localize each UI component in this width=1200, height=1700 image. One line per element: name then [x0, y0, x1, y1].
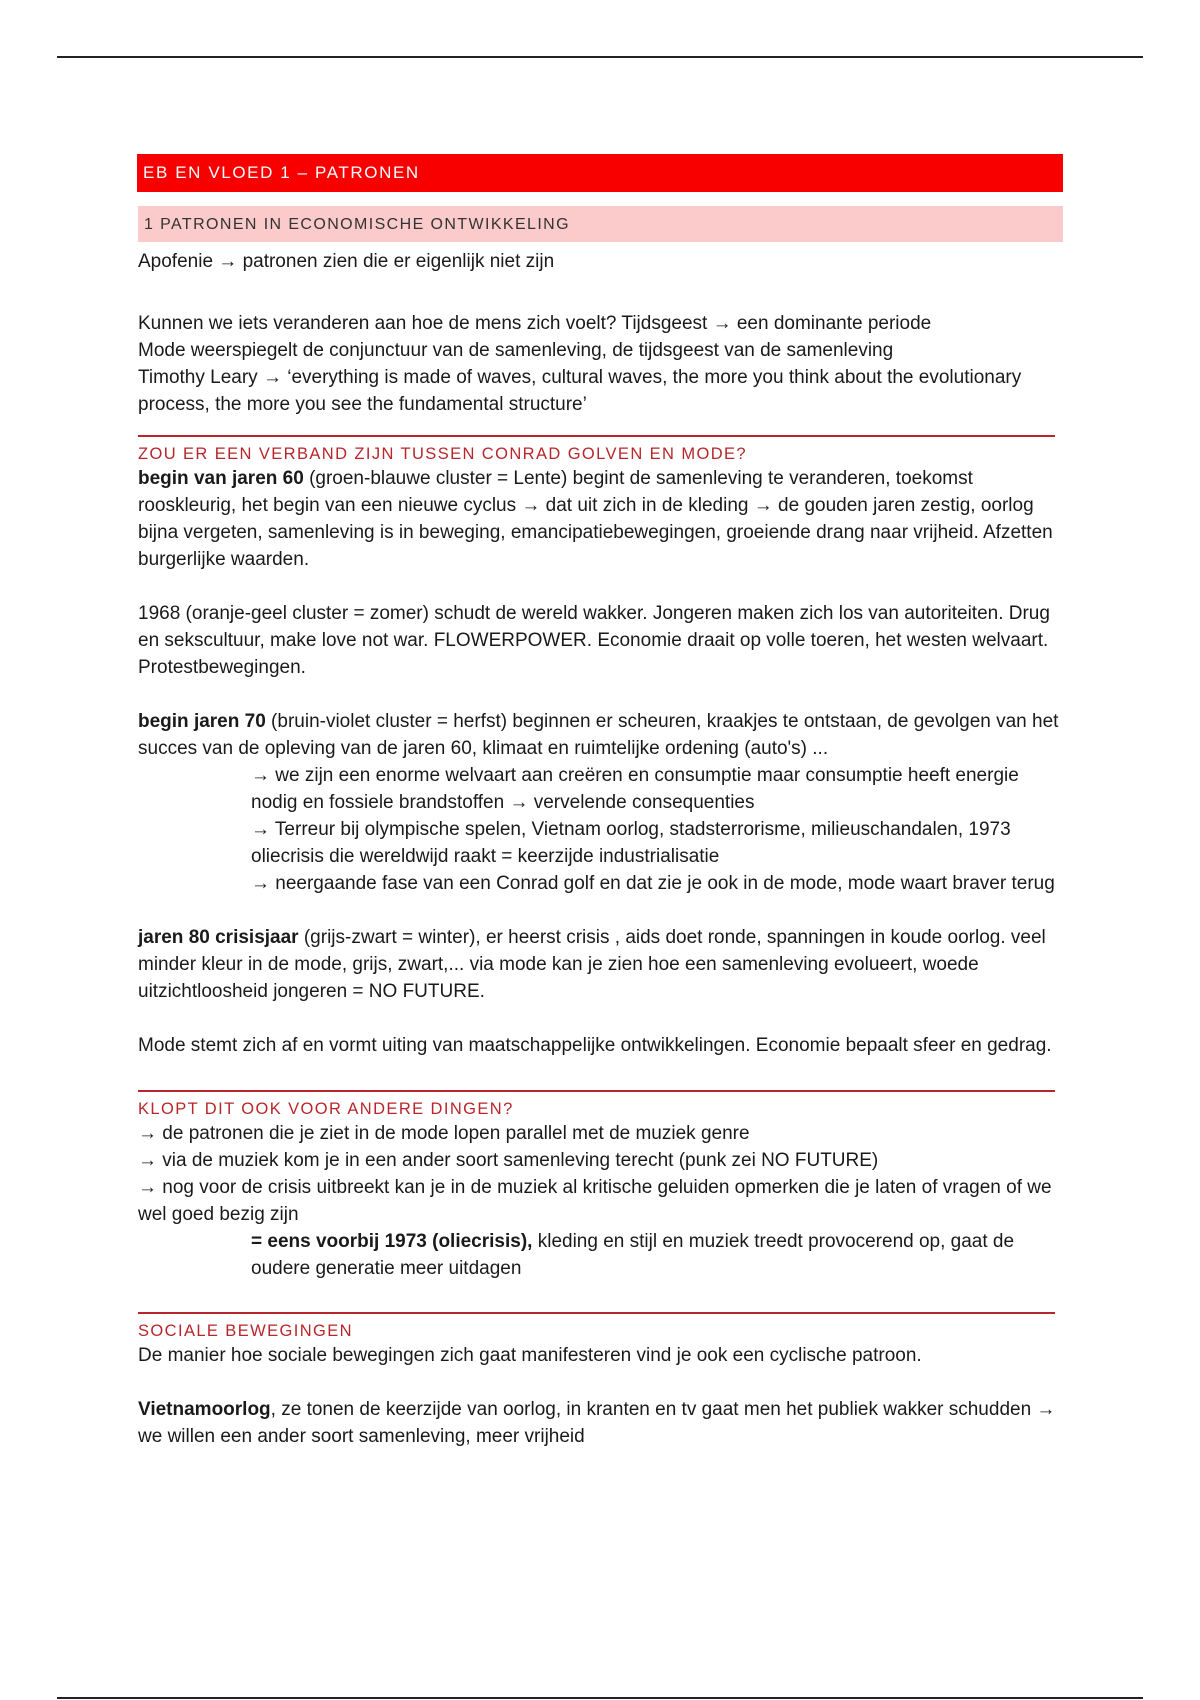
page-title: EB EN VLOED 1 – PATRONEN: [137, 154, 1063, 192]
heading-conrad-golven: ZOU ER EEN VERBAND ZIJN TUSSEN CONRAD GOLVEN EN MODE?: [138, 435, 1055, 465]
text-vietnamoorlog: , ze tonen de keerzijde van oorlog, in kranten en tv gaat men het publiek wakker schudden → we willen een ander soort samenleving, meer vrijheid: [138, 1399, 1056, 1447]
bold-vietnamoorlog: Vietnamoorlog: [138, 1399, 271, 1420]
sub-neergaande-fase: → neergaande fase van een Conrad golf en dat zie je ook in de mode, mode waart braver terug: [251, 873, 1055, 894]
intro-apofenie: Apofenie → patronen zien die er eigenlijk niet zijn: [138, 251, 555, 272]
intro-line-1: Kunnen we iets veranderen aan hoe de mens zich voelt? Tijdsgeest → een dominante periode: [138, 313, 932, 334]
text-jaren-60: (groen-blauwe cluster = Lente) begint de samenleving te veranderen, toekomst rooskleurig, het begin van een nieuwe cyclus → dat uit zich in de kleding → de gouden jaren zestig, oorlog bijna vergeten, samenleving is in beweging, emancipatiebewegingen, groeiende drang naar vrijheid. Afzetten burgerlijke waarden.: [138, 468, 1053, 570]
paragraph-mode-economie: Mode stemt zich af en vormt uiting van maatschappelijke ontwikkelingen. Economie bepaalt sfeer en gedrag.: [138, 1035, 1052, 1056]
paragraph-jaren-70: [138, 708, 1063, 762]
bold-jaren-70: begin jaren 70: [138, 711, 266, 732]
paragraph-sociale-bewegingen: De manier hoe sociale bewegingen zich gaat manifesteren vind je ook een cyclische patroon.: [138, 1345, 922, 1366]
document-body: [138, 154, 1063, 1450]
bullet-kritische-geluiden: → nog voor de crisis uitbreekt kan je in de muziek al kritische geluiden opmerken die je laten of vragen of we wel goed bezig zijn: [138, 1177, 1052, 1225]
paragraph-jaren-60: [138, 465, 1063, 573]
intro-line-2: Mode weerspiegelt de conjunctuur van de samenleving, de tijdsgeest van de samenleving: [138, 340, 894, 361]
sub-terreur: → Terreur bij olympische spelen, Vietnam oorlog, stadsterrorisme, milieuschandalen, 1973 oliecrisis die wereldwijd raakt = keerzijde industrialisatie: [251, 819, 1011, 867]
bullet-patronen-muziek: → de patronen die je ziet in de mode lopen parallel met de muziek genre: [138, 1123, 750, 1144]
intro-line-3: Timothy Leary → ‘everything is made of waves, cultural waves, the more you think about the evolutionary process, the more you see the fundamental structure’: [138, 367, 1022, 415]
paragraph-1968: 1968 (oranje-geel cluster = zomer) schudt de wereld wakker. Jongeren maken zich los van autoriteiten. Drug en sekscultuur, make love not war. FLOWERPOWER. Economie draait op volle toeren, het westen welvaart. Protestbewegingen.: [138, 603, 1050, 678]
bold-jaren-60: begin van jaren 60: [138, 468, 304, 489]
paragraph-vietnamoorlog: [138, 1396, 1063, 1450]
paragraph-jaren-80: [138, 924, 1063, 1005]
bold-oliecrisis: = eens voorbij 1973 (oliecrisis),: [251, 1231, 533, 1252]
heading-andere-dingen: KLOPT DIT OOK VOOR ANDERE DINGEN?: [138, 1090, 1055, 1120]
sub-oliecrisis: [138, 1228, 1063, 1282]
text-jaren-70: (bruin-violet cluster = herfst) beginnen er scheuren, kraakjes te ontstaan, de gevolgen van het succes van de opleving van de jaren 60, klimaat en ruimtelijke ordening (auto's) ...: [138, 711, 1059, 759]
sub-welvaart: → we zijn een enorme welvaart aan creëren en consumptie maar consumptie heeft energie nodig en fossiele brandstoffen → vervelende consequenties: [251, 765, 1019, 813]
bullet-punk: → via de muziek kom je in een ander soort samenleving terecht (punk zei NO FUTURE): [138, 1150, 879, 1171]
bold-jaren-80: jaren 80 crisisjaar: [138, 927, 299, 948]
top-rule: [57, 56, 1143, 58]
heading-sociale-bewegingen: SOCIALE BEWEGINGEN: [138, 1312, 1055, 1342]
text-jaren-80: (grijs-zwart = winter), er heerst crisis , aids doet ronde, spanningen in koude oorlog. veel minder kleur in de mode, grijs, zwart,... via mode kan je zien hoe een samenleving evolueert, woede uitzichtloosheid jongeren = NO FUTURE.: [138, 927, 1046, 1002]
section-subtitle: 1 PATRONEN IN ECONOMISCHE ONTWIKKELING: [138, 206, 1063, 242]
text-oliecrisis: kleding en stijl en muziek treedt provocerend op, gaat de oudere generatie meer uitdagen: [251, 1231, 1015, 1279]
bottom-rule: [57, 1697, 1143, 1699]
